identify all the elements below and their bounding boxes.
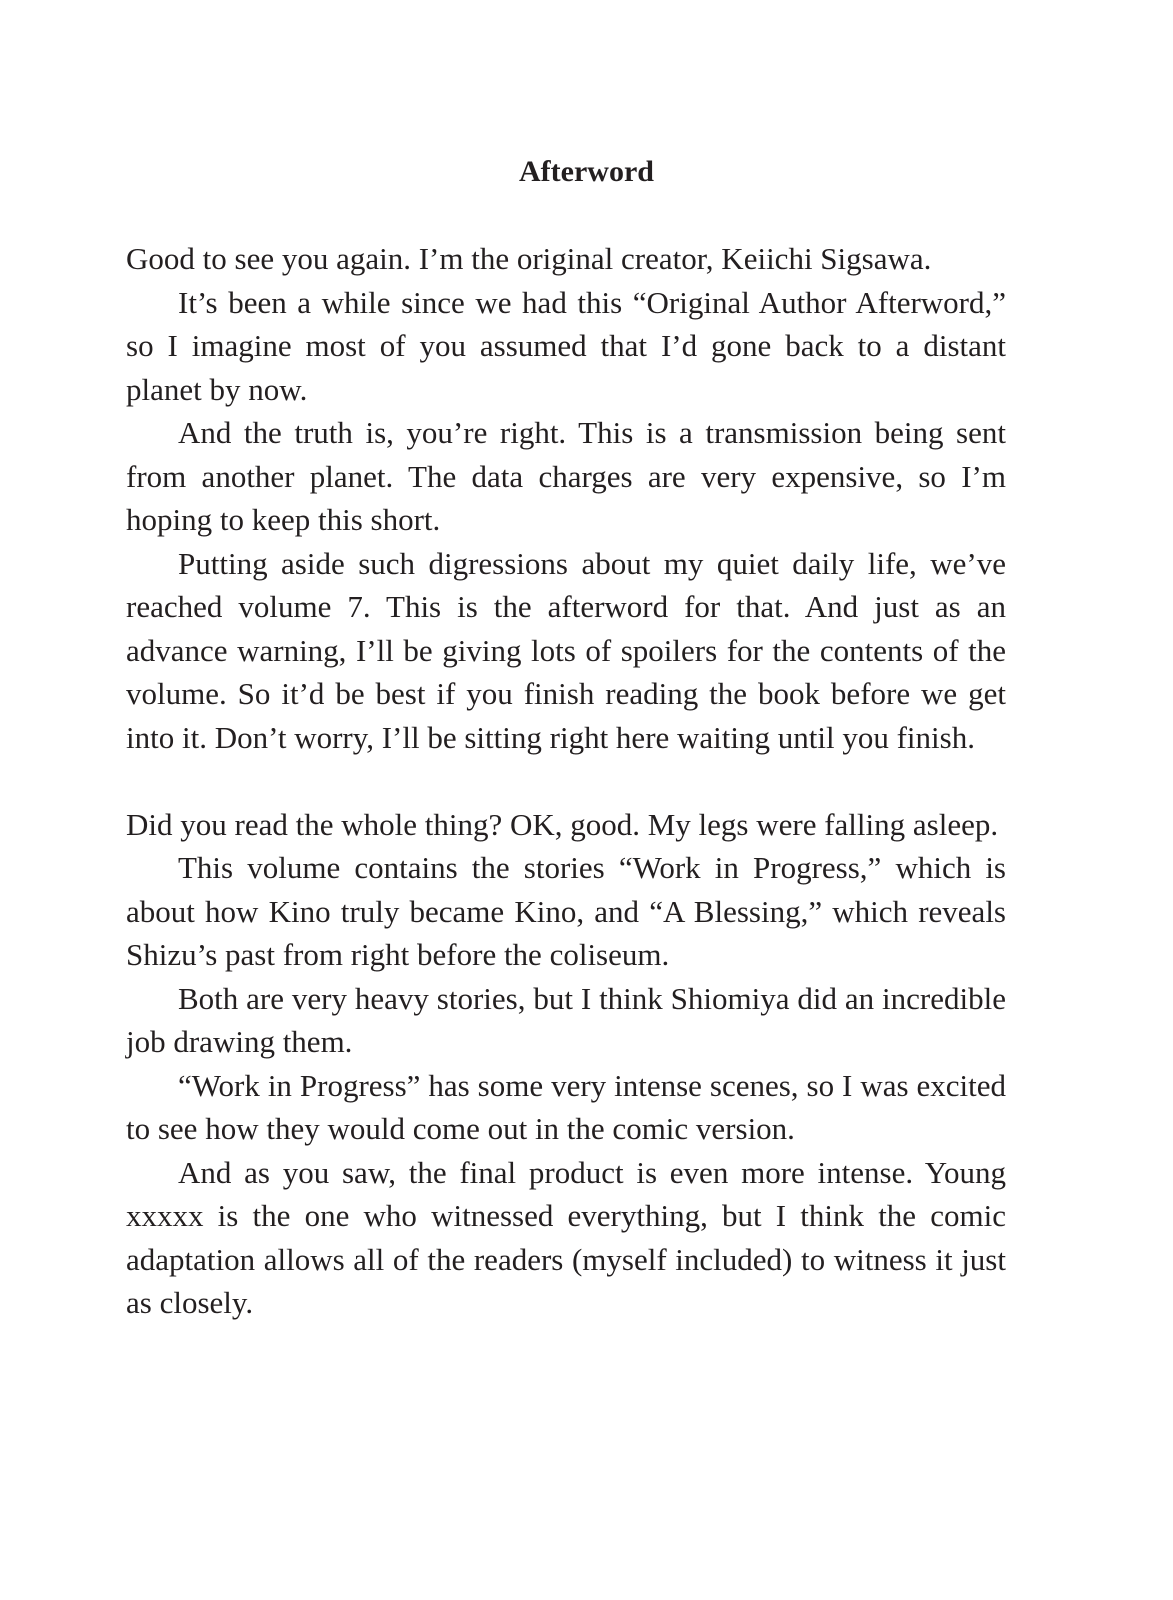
afterword-body	[126, 237, 1006, 1325]
page-title: Afterword	[519, 155, 654, 188]
paragraph-intense-scenes: “Work in Progress” has some very intense scenes, so I was excited to see how they would come out in the comic version.	[126, 1067, 1006, 1146]
paragraph-spoiler-warning: Putting aside such digressions about my quiet daily life, we’ve reached volume 7. This is the afterword for that. And just as an advance warning, I’ll be giving lots of spoilers for the contents of the volume. So it’d be best if you finish reading the book before we get into it. Don’t worry, I’ll be sitting right here waiting until you finish.	[126, 545, 1006, 755]
paragraph-greeting: Good to see you again. I’m the original creator, Keiichi Sigsawa.	[126, 241, 932, 276]
paragraph-volume-contents: This volume contains the stories “Work in Progress,” which is about how Kino truly became Kino, and “A Blessing,” which reveals Shizu’s past from right before the coliseum.	[126, 850, 1006, 972]
section-break	[126, 759, 1006, 803]
paragraph-transmission: And the truth is, you’re right. This is a transmission being sent from another planet. The data charges are very expensive, so I’m hoping to keep this short.	[126, 415, 1006, 537]
paragraph-distant-planet: It’s been a while since we had this “Original Author Afterword,” so I imagine most of you assumed that I’d gone back to a distant planet by now.	[126, 284, 1006, 407]
paragraph-read-whole-thing: Did you read the whole thing? OK, good. My legs were falling asleep.	[126, 806, 999, 842]
paragraph-heavy-stories: Both are very heavy stories, but I think Shiomiya did an incredible job drawing them.	[126, 980, 1006, 1059]
paragraph-final-product: And as you saw, the final product is even more intense. Young xxxxx is the one who witnessed everything, but I think the comic adaptation allows all of the readers (myself included) to witness it just as closely.	[126, 1154, 1006, 1320]
